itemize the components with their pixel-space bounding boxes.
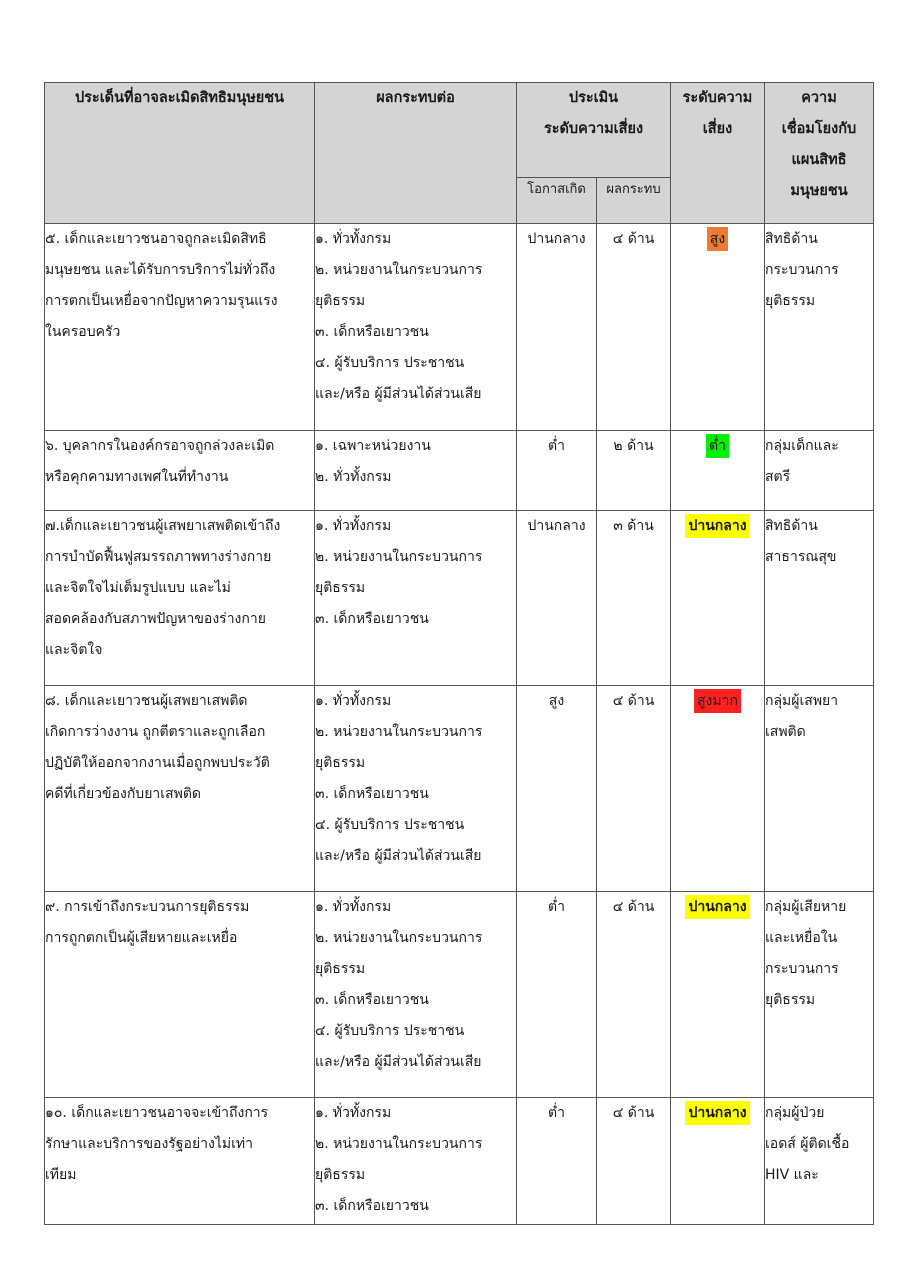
impact-cell: ๑. ทั่วทั้งกรม ๒. หน่วยงานในกระบวนการ ยุติธรรม ๓. เด็กหรือเยาวชน	[315, 1098, 517, 1225]
header-level	[671, 83, 765, 224]
impact-cell: ๑. เฉพาะหน่วยงาน ๒. ทั่วทั้งกรม	[315, 431, 517, 511]
risk-level-badge: สูง	[707, 227, 728, 251]
impact-cell: ๑. ทั่วทั้งกรม ๒. หน่วยงานในกระบวนการ ยุติธรรม ๓. เด็กหรือเยาวชน ๔. ผู้รับบริการ ประชาชน และ/หรือ ผู้มีส่วนได้ส่วนเสีย	[315, 686, 517, 892]
header-link-line-1: ความ	[801, 90, 837, 106]
issue-cell: ๙. การเข้าถึงกระบวนการยุติธรรม การถูกตกเป็นผู้เสียหายและเหยื่อ	[45, 892, 315, 1098]
plan-link-cell: กลุ่มผู้ป่วย เอดส์ ผู้ติดเชื้อ HIV และ	[765, 1098, 874, 1225]
issue-cell: ๘. เด็กและเยาวชนผู้เสพยาเสพติด เกิดการว่างงาน ถูกตีตราและถูกเลือก ปฏิบัติให้ออกจากงานเมื่อถูกพบประวัติ คดีที่เกี่ยวข้องกับยาเสพติด	[45, 686, 315, 892]
effect-cell: ๔ ด้าน	[597, 224, 671, 431]
header-impact	[315, 83, 517, 224]
likelihood-cell: ต่ำ	[517, 431, 597, 511]
impact-cell: ๑. ทั่วทั้งกรม ๒. หน่วยงานในกระบวนการ ยุติธรรม ๓. เด็กหรือเยาวชน	[315, 511, 517, 686]
issue-cell: ๗.เด็กและเยาวชนผู้เสพยาเสพติดเข้าถึง การบำบัดฟื้นฟูสมรรถภาพทางร่างกาย และจิตใจไม่เต็มรูปแบบ และไม่ สอดคล้องกับสภาพปัญหาของร่างกาย และจิตใจ	[45, 511, 315, 686]
risk-level-badge: สูงมาก	[694, 689, 741, 713]
header-issue-text: ประเด็นที่อาจละเมิดสิทธิมนุษยชน	[74, 90, 285, 106]
likelihood-cell: ปานกลาง	[517, 511, 597, 686]
header-level-line-1: ระดับความ	[682, 90, 753, 106]
table-row	[45, 511, 874, 686]
risk-assessment-table	[44, 82, 874, 1225]
level-cell	[671, 686, 765, 892]
effect-cell: ๔ ด้าน	[597, 686, 671, 892]
level-cell	[671, 431, 765, 511]
effect-cell: ๓ ด้าน	[597, 511, 671, 686]
plan-link-cell: กลุ่มผู้เสียหาย และเหยื่อใน กระบวนการ ยุติธรรม	[765, 892, 874, 1098]
issue-cell: ๑๐. เด็กและเยาวชนอาจจะเข้าถึงการ รักษาและบริการของรัฐอย่างไม่เท่า เทียม	[45, 1098, 315, 1225]
level-cell	[671, 224, 765, 431]
risk-level-badge: ปานกลาง	[685, 1101, 749, 1125]
header-level-line-2: เสี่ยง	[702, 121, 733, 137]
table-row	[45, 892, 874, 1098]
header-assessment-line-2: ระดับความเสี่ยง	[543, 121, 644, 137]
issue-cell: ๕. เด็กและเยาวชนอาจถูกละเมิดสิทธิ มนุษยชน และได้รับการบริการไม่ทั่วถึง การตกเป็นเหยื่อจากปัญหาความรุนแรง ในครอบครัว	[45, 224, 315, 431]
plan-link-cell: สิทธิด้าน สาธารณสุข	[765, 511, 874, 686]
level-cell	[671, 892, 765, 1098]
plan-link-cell: สิทธิด้าน กระบวนการ ยุติธรรม	[765, 224, 874, 431]
effect-cell: ๔ ด้าน	[597, 1098, 671, 1225]
header-link-line-4: มนุษยชน	[790, 183, 848, 199]
likelihood-cell: ปานกลาง	[517, 224, 597, 431]
issue-cell: ๖. บุคลากรในองค์กรอาจถูกล่วงละเมิด หรือคุกคามทางเพศในที่ทำงาน	[45, 431, 315, 511]
plan-link-cell: กลุ่มผู้เสพยา เสพติด	[765, 686, 874, 892]
table-row	[45, 431, 874, 511]
header-impact-text: ผลกระทบต่อ	[376, 90, 455, 106]
header-effect: ผลกระทบ	[597, 178, 671, 224]
header-issue	[45, 83, 315, 224]
likelihood-cell: ต่ำ	[517, 892, 597, 1098]
plan-link-cell: กลุ่มเด็กและ สตรี	[765, 431, 874, 511]
risk-level-badge: ปานกลาง	[685, 895, 749, 919]
header-link	[765, 83, 874, 224]
risk-level-badge: ปานกลาง	[685, 514, 749, 538]
header-link-line-3: แผนสิทธิ	[791, 152, 847, 168]
impact-cell: ๑. ทั่วทั้งกรม ๒. หน่วยงานในกระบวนการ ยุติธรรม ๓. เด็กหรือเยาวชน ๔. ผู้รับบริการ ประชาชน และ/หรือ ผู้มีส่วนได้ส่วนเสีย	[315, 224, 517, 431]
header-assessment-line-1: ประเมิน	[568, 90, 619, 106]
table-row	[45, 224, 874, 431]
likelihood-cell: ต่ำ	[517, 1098, 597, 1225]
effect-cell: ๒ ด้าน	[597, 431, 671, 511]
effect-cell: ๔ ด้าน	[597, 892, 671, 1098]
table-row	[45, 686, 874, 892]
level-cell	[671, 511, 765, 686]
likelihood-cell: สูง	[517, 686, 597, 892]
table-row	[45, 1098, 874, 1225]
header-likelihood: โอกาสเกิด	[517, 178, 597, 224]
header-link-line-2: เชื่อมโยงกับ	[781, 121, 857, 137]
header-assessment	[517, 83, 671, 178]
risk-level-badge: ต่ำ	[706, 434, 729, 458]
level-cell	[671, 1098, 765, 1225]
impact-cell: ๑. ทั่วทั้งกรม ๒. หน่วยงานในกระบวนการ ยุติธรรม ๓. เด็กหรือเยาวชน ๔. ผู้รับบริการ ประชาชน และ/หรือ ผู้มีส่วนได้ส่วนเสีย	[315, 892, 517, 1098]
